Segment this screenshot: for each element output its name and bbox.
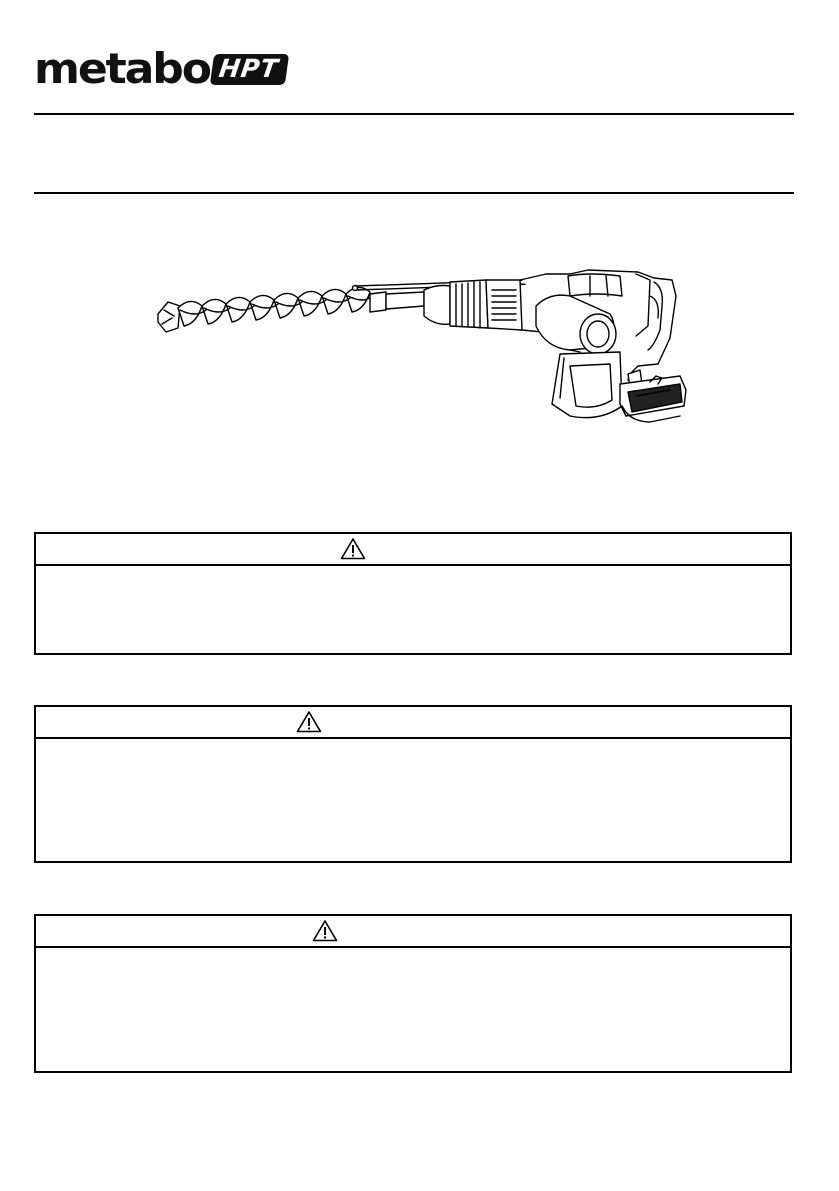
warning-box-1-header — [36, 534, 790, 566]
warning-triangle-icon — [312, 919, 338, 942]
warning-box-3 — [34, 914, 792, 1073]
rotary-hammer-illustration — [150, 266, 690, 436]
warning-triangle-icon — [296, 710, 322, 733]
title-rule-bottom — [34, 192, 794, 194]
warning-box-2 — [34, 705, 792, 863]
warning-triangle-icon — [340, 537, 366, 560]
brand-logo — [34, 44, 287, 93]
brand-badge: HPT — [209, 54, 289, 85]
warning-box-2-header — [36, 707, 790, 739]
brand-wordmark: metabo — [34, 44, 210, 93]
warning-box-3-header — [36, 916, 790, 948]
warning-box-1 — [34, 532, 792, 655]
title-rule-top — [34, 113, 794, 115]
